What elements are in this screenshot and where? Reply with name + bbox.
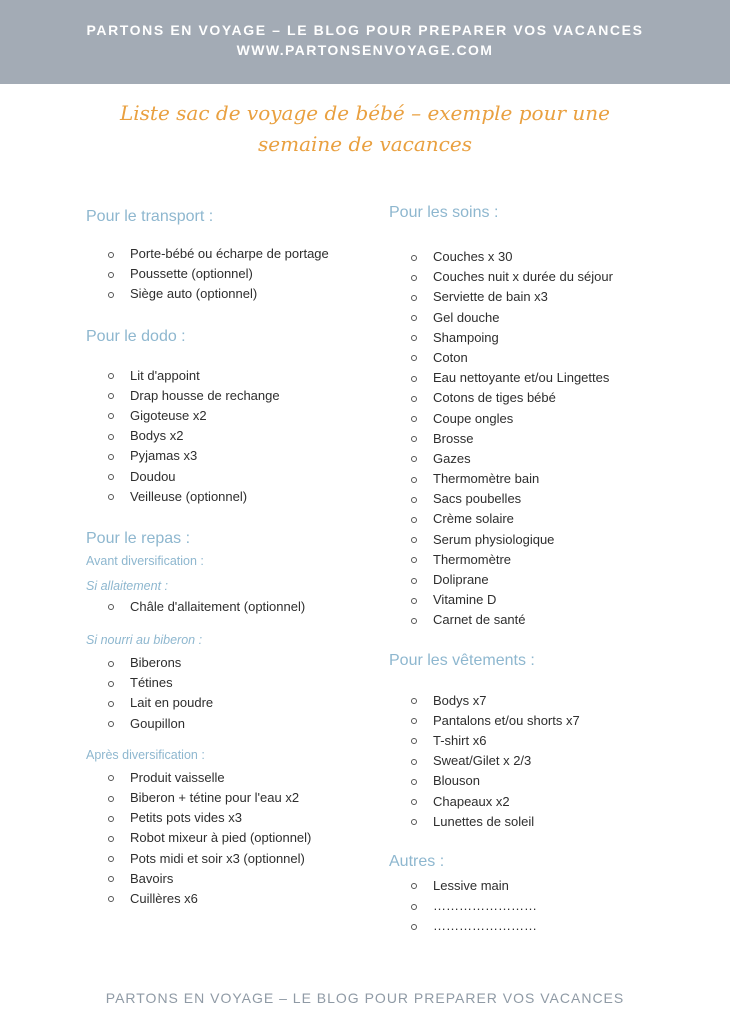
section-heading-transport: Pour le transport :: [86, 208, 214, 225]
list-item-label: Thermomètre: [433, 551, 512, 567]
list-item-label: Biberon + tétine pour l'eau x2: [130, 790, 300, 805]
list-item-label: Doudou: [130, 468, 176, 484]
circle-bullet-icon: [108, 454, 114, 460]
circle-bullet-icon: [108, 494, 114, 500]
circle-bullet-icon: [411, 396, 417, 402]
list-item-label: Tétines: [130, 675, 173, 691]
list-item: [86, 693, 366, 713]
list-item-label: Pantalons et/ou shorts x7: [433, 712, 580, 728]
right-column: [389, 203, 689, 936]
list-item-label: T-shirt x6: [433, 732, 487, 748]
circle-bullet-icon: [411, 517, 417, 523]
circle-bullet-icon: [411, 355, 417, 361]
circle-bullet-icon: [411, 904, 417, 910]
list-item: [86, 264, 366, 284]
list-item-label: Veilleuse (optionnel): [130, 488, 248, 504]
list-item-label: Chapeaux x2: [433, 793, 510, 809]
list-item: [389, 610, 689, 630]
circle-bullet-icon: [411, 924, 417, 930]
list-item-label: Shampoing: [433, 329, 499, 345]
circle-bullet-icon: [411, 718, 417, 724]
list-item-label: Coupe ongles: [433, 410, 514, 426]
list-item-label: Bavoirs: [130, 870, 174, 886]
list-vetements: [389, 691, 689, 832]
list-item: [86, 284, 366, 304]
circle-bullet-icon: [108, 775, 114, 781]
list-item-label: Blouson: [433, 773, 480, 789]
circle-bullet-icon: [411, 779, 417, 785]
circle-bullet-icon: [108, 272, 114, 278]
circle-bullet-icon: [108, 661, 114, 667]
circle-bullet-icon: [108, 681, 114, 687]
list-item: [389, 711, 689, 731]
list-item: [389, 328, 689, 348]
list-item-label: Drap housse de rechange: [130, 387, 280, 403]
circle-bullet-icon: [411, 477, 417, 483]
subheading-biberon: Si nourri au biberon :: [86, 633, 203, 648]
list-item: [86, 467, 366, 487]
list-item: [86, 597, 366, 617]
circle-bullet-icon: [108, 896, 114, 902]
circle-bullet-icon: [411, 416, 417, 422]
list-item: [86, 446, 366, 466]
page-title-line-1: Liste sac de voyage de bébé – exemple pour une: [119, 101, 610, 125]
list-item-label: Gazes: [433, 450, 471, 466]
list-item: [389, 691, 689, 711]
list-transport: [86, 244, 366, 305]
circle-bullet-icon: [411, 799, 417, 805]
list-item: [389, 449, 689, 469]
list-item: [389, 489, 689, 509]
circle-bullet-icon: [411, 618, 417, 624]
list-item-label: Doliprane: [433, 572, 489, 587]
list-item: [389, 267, 689, 287]
list-item: [86, 714, 366, 734]
section-heading-autres: Autres :: [389, 852, 445, 870]
list-item-label: Porte-bébé ou écharpe de portage: [130, 246, 329, 261]
list-item: [86, 406, 366, 426]
circle-bullet-icon: [411, 578, 417, 584]
circle-bullet-icon: [108, 393, 114, 399]
circle-bullet-icon: [108, 876, 114, 882]
subheading-allaitement: Si allaitement :: [86, 578, 168, 593]
list-dodo: [86, 366, 366, 507]
list-autres: [389, 876, 689, 937]
section-heading-dodo: Pour le dodo :: [86, 327, 186, 345]
list-item-label: Cuillères x6: [130, 890, 198, 906]
list-item-label: Châle d'allaitement (optionnel): [130, 598, 306, 614]
footer-text: PARTONS EN VOYAGE – LE BLOG POUR PREPARER VOS VACANCES: [105, 990, 625, 1006]
circle-bullet-icon: [411, 456, 417, 462]
subheading-apres-diversification: Après diversification :: [86, 747, 205, 762]
list-item-label: Lunettes de soleil: [433, 813, 535, 829]
circle-bullet-icon: [411, 883, 417, 889]
list-item: [389, 792, 689, 812]
list-item: [86, 808, 366, 828]
list-soins: [389, 247, 689, 631]
list-item-label: Cotons de tiges bébé: [433, 390, 556, 406]
list-item-label: Couches nuit x durée du séjour: [433, 269, 613, 285]
circle-bullet-icon: [411, 376, 417, 382]
list-item-label: Sweat/Gilet x 2/3: [433, 753, 532, 769]
circle-bullet-icon: [411, 819, 417, 825]
list-item-label: Pots midi et soir x3 (optionnel): [130, 850, 305, 866]
section-heading-vetements: Pour les vêtements :: [389, 651, 535, 669]
list-item-label: Poussette (optionnel): [130, 266, 253, 282]
list-item-label: Carnet de santé: [433, 612, 526, 628]
circle-bullet-icon: [411, 295, 417, 301]
list-item-label: Siège auto (optionnel): [130, 286, 258, 302]
circle-bullet-icon: [411, 738, 417, 744]
list-item: [86, 788, 366, 808]
list-item-label: Bodys x7: [433, 692, 487, 708]
list-item: [86, 487, 366, 507]
list-item: [389, 916, 689, 936]
list-item-label: Lit d'appoint: [130, 367, 200, 383]
circle-bullet-icon: [108, 413, 114, 419]
list-item: [86, 653, 366, 673]
list-item: [86, 366, 366, 386]
list-item-label: Serviette de bain x3: [433, 289, 548, 305]
list-item: [86, 869, 366, 889]
list-item: [389, 368, 689, 388]
circle-bullet-icon: [411, 759, 417, 765]
circle-bullet-icon: [108, 434, 114, 440]
list-item: [389, 876, 689, 896]
list-item-label: Lessive main: [433, 877, 509, 893]
circle-bullet-icon: [108, 721, 114, 727]
list-item-label: Goupillon: [130, 715, 185, 731]
page-title: [60, 98, 670, 160]
circle-bullet-icon: [108, 816, 114, 822]
list-item-label: Coton: [433, 349, 468, 365]
list-item: [389, 570, 689, 590]
list-item-label: Gigoteuse x2: [130, 407, 207, 423]
list-item-label: Produit vaisselle: [130, 769, 225, 785]
list-item: [389, 287, 689, 307]
list-item: [389, 308, 689, 328]
circle-bullet-icon: [108, 856, 114, 862]
list-item: [389, 247, 689, 267]
list-item-label: Sacs poubelles: [433, 491, 522, 507]
list-item: [86, 244, 366, 264]
list-item: [389, 348, 689, 368]
list-item: [389, 812, 689, 832]
left-column: [86, 207, 366, 909]
list-item: [86, 828, 366, 848]
list-item: [86, 768, 366, 788]
list-item: [86, 673, 366, 693]
circle-bullet-icon: [108, 474, 114, 480]
list-item: [389, 388, 689, 408]
circle-bullet-icon: [108, 373, 114, 379]
circle-bullet-icon: [108, 836, 114, 842]
subheading-avant-diversification: Avant diversification :: [86, 553, 204, 568]
list-item-label: Couches x 30: [433, 249, 513, 264]
circle-bullet-icon: [411, 436, 417, 442]
list-item-label: Biberons: [130, 655, 182, 671]
list-item: [86, 386, 366, 406]
circle-bullet-icon: [411, 275, 417, 281]
page-title-line-2: semaine de vacances: [258, 132, 472, 156]
list-item-label: Petits pots vides x3: [130, 810, 242, 826]
list-item-label: Gel douche: [433, 309, 500, 325]
header-banner: [0, 0, 730, 84]
list-item: [389, 731, 689, 751]
list-item-label: Robot mixeur à pied (optionnel): [130, 830, 312, 846]
circle-bullet-icon: [108, 796, 114, 802]
list-item-label: Crème solaire: [433, 511, 514, 527]
list-item: [389, 530, 689, 550]
list-item-label: Brosse: [433, 430, 474, 446]
list-item: [389, 896, 689, 916]
header-website: WWW.PARTONSENVOYAGE.COM: [236, 42, 494, 58]
list-item: [86, 889, 366, 909]
circle-bullet-icon: [411, 335, 417, 341]
list-apres-diversification: [86, 768, 366, 909]
list-item: [86, 849, 366, 869]
circle-bullet-icon: [411, 598, 417, 604]
list-biberon: [86, 653, 366, 734]
list-item: [389, 751, 689, 771]
list-item: [389, 771, 689, 791]
list-item-label: ……………………: [433, 918, 537, 934]
list-item: [389, 409, 689, 429]
circle-bullet-icon: [108, 604, 114, 610]
circle-bullet-icon: [108, 252, 114, 258]
list-item: [389, 590, 689, 610]
circle-bullet-icon: [411, 537, 417, 543]
header-title: PARTONS EN VOYAGE – LE BLOG POUR PREPARER VOS VACANCES: [86, 22, 644, 38]
circle-bullet-icon: [411, 255, 417, 261]
list-item: [389, 469, 689, 489]
list-allaitement: [86, 597, 366, 617]
list-item-label: Lait en poudre: [130, 695, 214, 711]
list-item: [389, 550, 689, 570]
list-item-label: Vitamine D: [433, 592, 497, 608]
section-heading-soins: Pour les soins :: [389, 204, 499, 221]
circle-bullet-icon: [411, 497, 417, 503]
circle-bullet-icon: [108, 292, 114, 298]
section-heading-repas: Pour le repas :: [86, 529, 191, 547]
circle-bullet-icon: [411, 557, 417, 563]
list-item-label: ……………………: [433, 898, 537, 914]
list-item-label: Pyjamas x3: [130, 448, 198, 464]
circle-bullet-icon: [411, 698, 417, 704]
list-item: [86, 426, 366, 446]
list-item-label: Eau nettoyante et/ou Lingettes: [433, 370, 610, 386]
list-item-label: Bodys x2: [130, 428, 184, 444]
circle-bullet-icon: [411, 315, 417, 321]
list-item: [389, 509, 689, 529]
list-item-label: Thermomètre bain: [433, 471, 540, 487]
circle-bullet-icon: [108, 701, 114, 707]
list-item: [389, 429, 689, 449]
list-item-label: Serum physiologique: [433, 531, 555, 547]
